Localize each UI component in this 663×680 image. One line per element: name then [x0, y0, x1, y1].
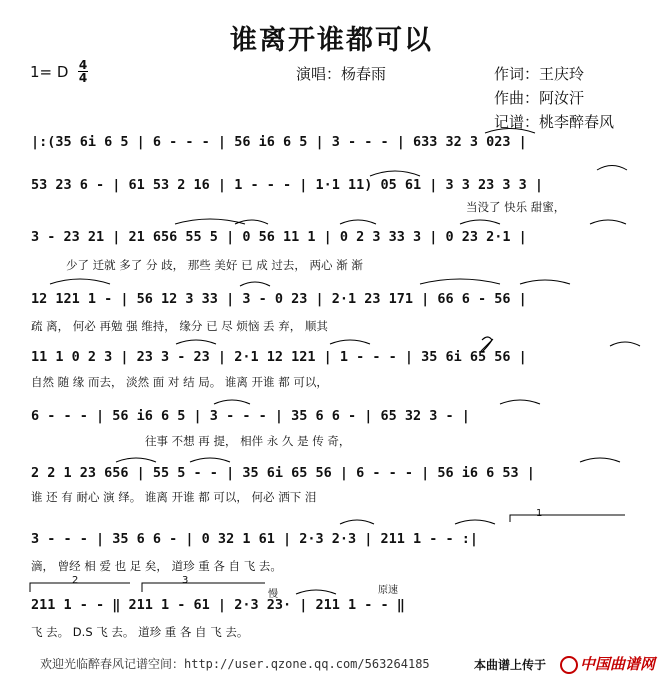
slow-marking: 慢	[268, 589, 278, 600]
slur	[590, 220, 626, 224]
slur	[580, 458, 620, 462]
logo-circle-icon	[560, 656, 578, 674]
key-signature: 1= D	[30, 63, 69, 81]
lyricist-credit: 作词：王庆玲	[494, 65, 585, 83]
score-row-6-lyrics: 往事 不想 再 提， 相伴 永 久 是 传 奇，	[145, 434, 351, 448]
slur	[485, 129, 535, 134]
slur	[460, 220, 500, 224]
score-row-4-lyrics: 疏 离， 何必 再勉 强 维持， 缘分 已 尽 烦恼 丢 弃， 顺其	[31, 319, 328, 333]
score-row-1-notes: |:(35 6i 6 5 | 6 - - - | 56 i6 6 5 | 3 - - - | 633 32 3 023 |	[31, 134, 527, 150]
volta-bracket-3	[142, 583, 265, 592]
segno-icon	[481, 337, 493, 352]
slur-group	[50, 129, 640, 595]
song-title: 谁离开谁都可以	[230, 25, 433, 56]
slur	[420, 279, 500, 284]
score-row-3-notes: 3 - 23 21 | 21 656 55 5 | 0 56 11 1 | 0 2 3 33 3 | 0 23 2·1 |	[31, 229, 527, 245]
slur	[50, 279, 110, 284]
slur	[330, 340, 370, 344]
slur	[370, 171, 420, 176]
footer-upload-text: 本曲谱上传于	[474, 658, 547, 672]
slur	[296, 590, 336, 594]
score-row-3-lyrics: 少了 迁就 多了 分 歧， 那些 美好 已 成 过去， 两心 渐 渐	[66, 258, 363, 272]
volta-bracket-1	[510, 515, 625, 522]
volta-label-3: 3	[182, 575, 189, 586]
slur	[214, 400, 250, 404]
slur	[240, 282, 270, 286]
score-row-7-lyrics: 谁 还 有 耐心 演 绎。 谁离 开谁 都 可以， 何必 洒下 泪	[31, 490, 317, 504]
volta-brackets	[30, 515, 625, 592]
site-logo	[560, 653, 655, 674]
score-row-2-lyrics: 当没了 快乐 甜蜜，	[466, 200, 566, 214]
slur	[340, 520, 374, 524]
slur	[116, 458, 156, 462]
time-signature-bottom: 4	[78, 71, 88, 85]
score-row-7-notes: 2 2 1 23 656 | 55 5 - - | 35 6i 65 56 | 6 - - - | 56 i6 6 53 |	[31, 465, 535, 481]
slur	[500, 400, 540, 404]
slur	[610, 342, 640, 346]
singer-credit: 演唱：杨春雨	[296, 65, 387, 83]
slur	[175, 219, 245, 224]
score-row-9-notes: 211 1 - - ‖ 211 1 - 61 | 2·3 23· | 211 1 - - ‖	[31, 597, 405, 613]
original-speed-marking: 原速	[378, 585, 398, 596]
score-row-6-notes: 6 - - - | 56 i6 6 5 | 3 - - - | 35 6 6 - | 65 32 3 - |	[31, 408, 470, 424]
score-row-2-notes: 53 23 6 - | 61 53 2 16 | 1 - - - | 1·1 11) 05 61 | 3 3 23 3 3 |	[31, 177, 544, 193]
volta-bracket-2	[30, 583, 130, 592]
volta-label-2: 2	[72, 575, 79, 586]
footer-website-text: 欢迎光临醉春风记谱空间：http://user.qzone.qq.com/563264185	[40, 657, 430, 671]
transcriber-credit: 记谱：桃李醉春风	[494, 113, 615, 131]
score-row-8-lyrics: 滴， 曾经 相 爱 也 足 矣， 道珍 重 各 自 飞 去。	[31, 559, 282, 573]
volta-label-1: 1	[536, 508, 543, 519]
score-row-8-notes: 3 - - - | 35 6 6 - | 0 32 1 61 | 2·3 2·3 | 211 1 - - :|	[31, 531, 479, 547]
slur	[340, 220, 376, 224]
score-row-9-lyrics: 飞 去。 D.S 飞 去。 道珍 重 各 自 飞 去。	[31, 625, 249, 639]
score-row-5-lyrics: 自然 随 缘 而去， 淡然 面 对 结 局。 谁离 开谁 都 可以，	[31, 375, 328, 389]
time-signature-top: 4	[78, 58, 88, 72]
score-row-5-notes: 11 1 0 2 3 | 23 3 - 23 | 2·1 12 121 | 1 - - - | 35 6i 65 56 |	[31, 349, 527, 365]
logo-text: 中国曲谱网	[580, 655, 656, 673]
slur	[235, 220, 268, 224]
score-row-4-notes: 12 121 1 - | 56 12 3 33 | 3 - 0 23 | 2·1 23 171 | 66 6 - 56 |	[31, 291, 527, 307]
slur	[520, 280, 570, 284]
slur	[455, 520, 495, 524]
slur	[176, 340, 216, 344]
slur	[190, 458, 230, 462]
slur	[597, 166, 627, 171]
composer-credit: 作曲：阿汝汗	[494, 89, 585, 107]
